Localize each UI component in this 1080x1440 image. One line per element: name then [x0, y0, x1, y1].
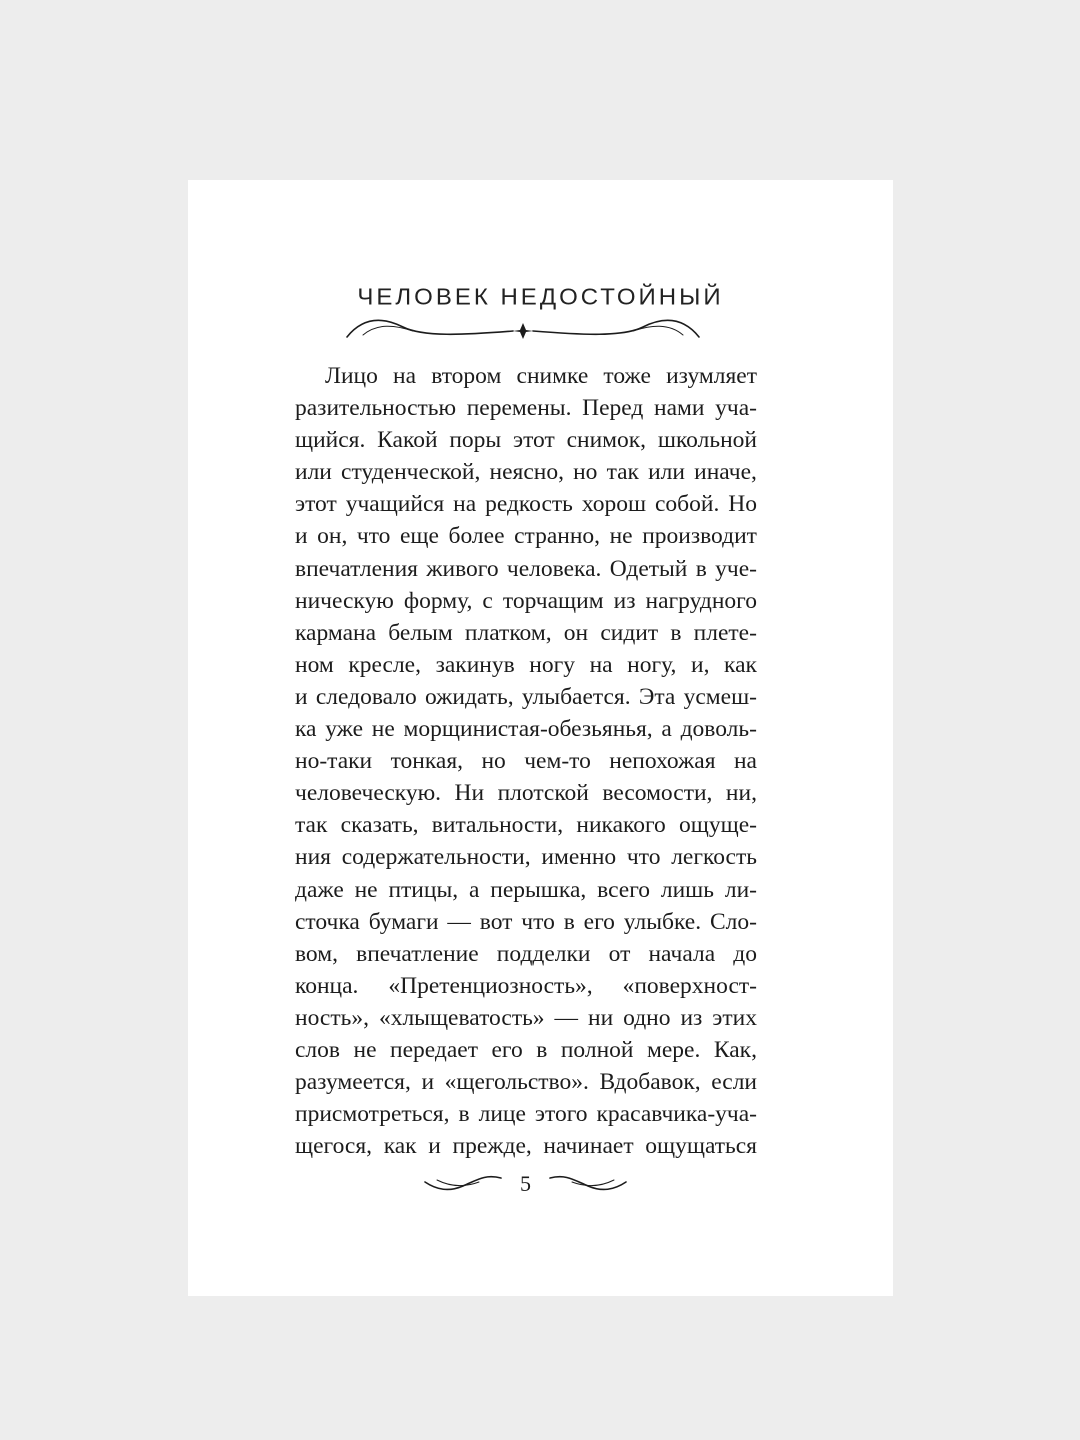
text-line	[295, 553, 757, 585]
word: этого	[534, 1101, 588, 1128]
word: ногу,	[627, 651, 677, 678]
word: и	[421, 1069, 435, 1096]
word: вот	[479, 908, 513, 935]
word: впечатления	[295, 555, 418, 582]
word: в	[695, 555, 707, 582]
word: и	[295, 683, 308, 710]
word: тонкая,	[390, 748, 464, 775]
word: иначе,	[694, 459, 757, 486]
word: ка	[295, 716, 317, 743]
word: из	[613, 587, 636, 614]
word: на	[393, 363, 417, 389]
word: чем-то	[524, 748, 591, 775]
word: ническую	[295, 587, 394, 614]
header-flourish-ornament	[343, 313, 703, 341]
word: перышка,	[490, 876, 587, 903]
text-line	[295, 585, 757, 617]
word: от	[608, 940, 631, 967]
word: одно	[623, 1004, 671, 1031]
word: содержательности,	[341, 844, 531, 871]
word: не	[609, 523, 633, 550]
word: ли-	[724, 876, 757, 903]
word: и	[295, 523, 308, 550]
word: именно	[541, 844, 617, 871]
word: ожидать,	[424, 683, 514, 710]
word: школьной	[657, 427, 757, 454]
word: разительностью	[295, 395, 457, 422]
word: как	[383, 1133, 417, 1160]
word: что	[626, 844, 661, 871]
word: уча-	[715, 395, 757, 422]
word: ощущаться	[645, 1133, 757, 1160]
word: студенческой,	[341, 459, 481, 486]
word: живого	[426, 555, 499, 582]
word: Сло-	[709, 908, 757, 935]
word: уче-	[715, 555, 757, 582]
word: и	[428, 1133, 441, 1160]
word: прежде,	[452, 1133, 532, 1160]
text-line	[295, 809, 757, 841]
word: Перед	[582, 395, 644, 422]
word: на	[453, 491, 477, 518]
word: мере.	[647, 1036, 701, 1063]
word: как	[724, 651, 757, 678]
page-number: 5	[520, 1171, 531, 1196]
word: Эта	[638, 683, 676, 710]
text-line	[295, 617, 757, 649]
word: «Претенциозность»,	[388, 972, 593, 999]
word: не	[353, 1036, 377, 1063]
word: на	[589, 651, 613, 678]
word: редкость	[485, 491, 573, 518]
word: морщинистая-обезьянья,	[403, 716, 653, 743]
word: лишь	[660, 876, 714, 903]
word: начинает	[543, 1133, 634, 1160]
word: передает	[390, 1036, 478, 1063]
word: щегося,	[295, 1133, 373, 1160]
word: что	[521, 908, 555, 935]
word: нами	[654, 395, 705, 422]
word: так	[295, 812, 328, 839]
text-line	[295, 841, 757, 873]
word: что	[356, 523, 391, 550]
word: еще	[400, 523, 439, 550]
word: никакого	[576, 812, 666, 839]
word: бумаги	[368, 908, 439, 935]
word: ощуще-	[679, 812, 757, 839]
word: поры	[449, 427, 502, 454]
book-page	[188, 180, 893, 1296]
word: конца.	[295, 972, 359, 999]
text-line	[295, 745, 757, 777]
word: ногу	[529, 651, 575, 678]
word: кармана	[295, 619, 377, 646]
text-line	[295, 392, 757, 424]
word: начала	[648, 940, 716, 967]
text-line	[295, 1098, 757, 1130]
text-line	[295, 456, 757, 488]
word: подделки	[496, 940, 591, 967]
word: улыбке.	[623, 908, 702, 935]
word: Лицо	[325, 363, 378, 389]
word: но	[573, 459, 598, 486]
body-text	[295, 360, 757, 1162]
word: уже	[325, 716, 364, 743]
word: разумеется,	[295, 1069, 411, 1096]
word: «поверхност-	[622, 972, 757, 999]
word: неясно,	[489, 459, 564, 486]
word: или	[648, 459, 685, 486]
word: форму,	[403, 587, 473, 614]
word: с	[482, 587, 493, 614]
word: следовало	[315, 683, 417, 710]
word: Вдобавок,	[599, 1069, 701, 1096]
word: впечатление	[356, 940, 479, 967]
word: слов	[295, 1036, 341, 1063]
word: втором	[431, 363, 502, 389]
word: собой.	[654, 491, 720, 518]
word: —	[447, 908, 471, 935]
word: Ни	[454, 780, 485, 807]
word: изумляет	[666, 363, 757, 389]
text-line	[295, 1002, 757, 1034]
word: плете-	[693, 619, 757, 646]
word: витальности,	[431, 812, 564, 839]
word: не	[371, 716, 395, 743]
word: —	[554, 1004, 579, 1031]
word: его	[583, 908, 615, 935]
text-line	[295, 1034, 757, 1066]
word: этот	[513, 427, 555, 454]
text-line	[295, 713, 757, 745]
word: но	[481, 748, 506, 775]
word: так	[606, 459, 639, 486]
word: странно,	[514, 523, 601, 550]
word: в	[536, 1036, 548, 1063]
text-line	[295, 874, 757, 906]
word: улыбается.	[521, 683, 631, 710]
word: сказать,	[340, 812, 419, 839]
text-line	[295, 520, 757, 552]
word: на	[733, 748, 757, 775]
word: плотской	[497, 780, 589, 807]
word: кресле,	[348, 651, 421, 678]
word: доволь-	[680, 716, 757, 743]
word: и,	[691, 651, 710, 678]
word: белым	[388, 619, 453, 646]
word: вом,	[295, 940, 338, 967]
text-line	[295, 1130, 757, 1162]
word: в	[670, 619, 682, 646]
word: он,	[317, 523, 348, 550]
word: «щегольство».	[444, 1069, 589, 1096]
word: человека.	[506, 555, 602, 582]
word: в	[458, 1101, 470, 1128]
word: торчащим	[502, 587, 604, 614]
word: платком,	[464, 619, 552, 646]
word: более	[448, 523, 505, 550]
word: сидит	[600, 619, 659, 646]
word: а	[468, 876, 480, 903]
page-number-block	[423, 1170, 628, 1206]
word: хорош	[581, 491, 647, 518]
word: этот	[295, 491, 337, 518]
word: присмотреться,	[295, 1101, 450, 1128]
word: птицы,	[388, 876, 459, 903]
text-line	[295, 649, 757, 681]
word: учащийся	[345, 491, 445, 518]
word: человеческую.	[295, 780, 442, 807]
text-line	[295, 938, 757, 970]
word: снимке	[516, 363, 589, 389]
word: а	[661, 716, 672, 743]
word: Какой	[377, 427, 438, 454]
text-line	[295, 1066, 757, 1098]
word: непохожая	[609, 748, 716, 775]
word: лице	[478, 1101, 526, 1128]
word: он	[563, 619, 589, 646]
text-line	[295, 681, 757, 713]
word: закинув	[435, 651, 515, 678]
word: весомости,	[602, 780, 713, 807]
word: до	[733, 940, 757, 967]
word: щийся.	[295, 427, 366, 454]
word: снимок,	[566, 427, 647, 454]
word: «хлыщеватость»	[378, 1004, 545, 1031]
word: ни	[588, 1004, 614, 1031]
word: перемены.	[466, 395, 572, 422]
running-head: ЧЕЛОВЕК НЕДОСТОЙНЫЙ	[357, 284, 724, 311]
word: ность»,	[295, 1004, 369, 1031]
text-line	[295, 906, 757, 938]
word: нагрудного	[645, 587, 757, 614]
word: но-таки	[295, 748, 373, 775]
word: красавчика-уча-	[596, 1101, 757, 1128]
word: тоже	[603, 363, 651, 389]
word: всего	[597, 876, 651, 903]
word: в	[563, 908, 575, 935]
text-line	[295, 360, 757, 392]
text-line	[295, 970, 757, 1002]
word: производит	[642, 523, 757, 550]
word: ния	[295, 844, 331, 871]
word: сточка	[295, 908, 360, 935]
word: Одетый	[609, 555, 688, 582]
word: легкость	[671, 844, 757, 871]
word: полной	[560, 1036, 634, 1063]
text-line	[295, 488, 757, 520]
word: из	[680, 1004, 703, 1031]
word: этих	[712, 1004, 757, 1031]
text-line	[295, 777, 757, 809]
word: или	[295, 459, 332, 486]
text-line	[295, 424, 757, 456]
word: Как,	[713, 1036, 757, 1063]
word: усмеш-	[683, 683, 757, 710]
word: даже	[295, 876, 344, 903]
word: не	[354, 876, 378, 903]
word: Но	[728, 491, 757, 518]
word: ни,	[725, 780, 757, 807]
word: ном	[295, 651, 334, 678]
word: его	[491, 1036, 523, 1063]
word: если	[711, 1069, 757, 1096]
